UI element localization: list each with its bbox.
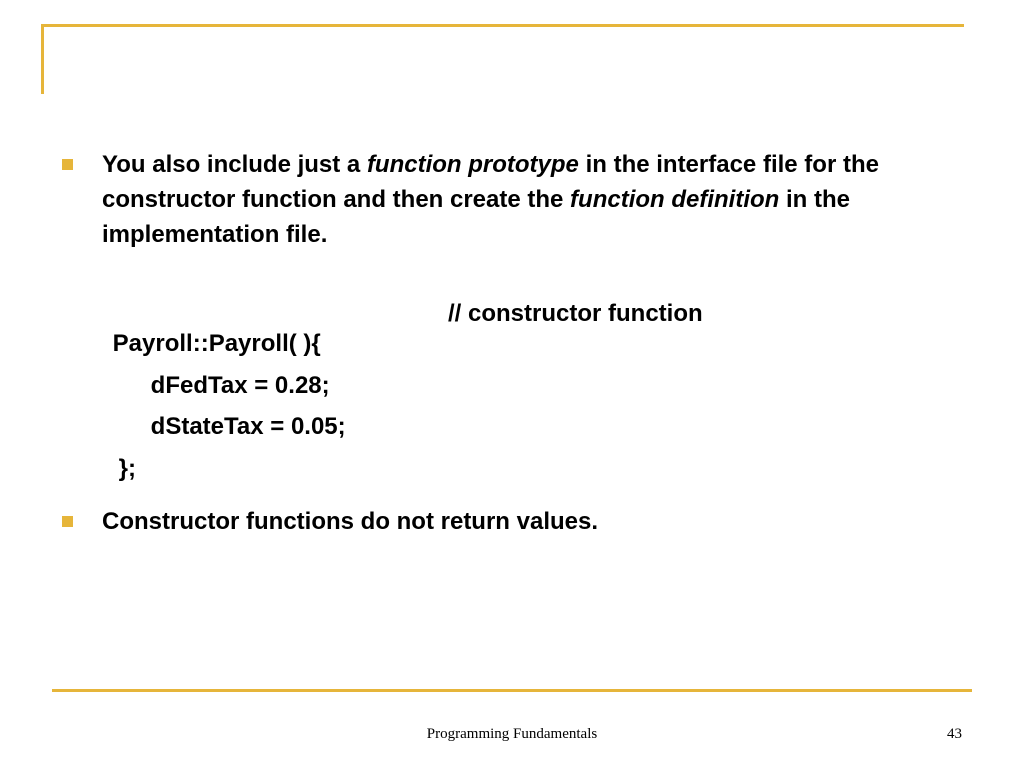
page-number: 43 [947, 726, 962, 742]
bullet-text: Constructor functions do not return values. [102, 508, 599, 535]
code-text: dStateTax = 0.05; [150, 413, 346, 440]
code-comment: // constructor function [448, 300, 703, 327]
code-line-closing-brace [92, 424, 136, 514]
footer-divider [52, 689, 972, 692]
square-bullet-icon [62, 159, 73, 170]
code-line-statetax [124, 382, 346, 472]
bullet-text-part: in the implementation file. [102, 186, 851, 248]
square-bullet-icon [62, 516, 73, 527]
bullet-item-return-values [62, 504, 942, 539]
bullet-text-part: in the interface file for the constructor function and then create the [102, 151, 879, 213]
code-text: Payroll::Payroll( ){ [112, 330, 321, 357]
top-frame-line [41, 24, 964, 27]
bullet-text [102, 147, 942, 252]
footer-title: Programming Fundamentals [426, 726, 598, 742]
code-text: }; [118, 455, 137, 482]
emphasis-function-definition: function definition [570, 186, 780, 213]
bullet-text-part: You also include just a [102, 151, 367, 178]
emphasis-function-prototype: function prototype [366, 151, 579, 178]
bullet-item-prototype [62, 147, 942, 252]
left-frame-line [41, 24, 44, 94]
code-text: dFedTax = 0.28; [150, 372, 330, 399]
